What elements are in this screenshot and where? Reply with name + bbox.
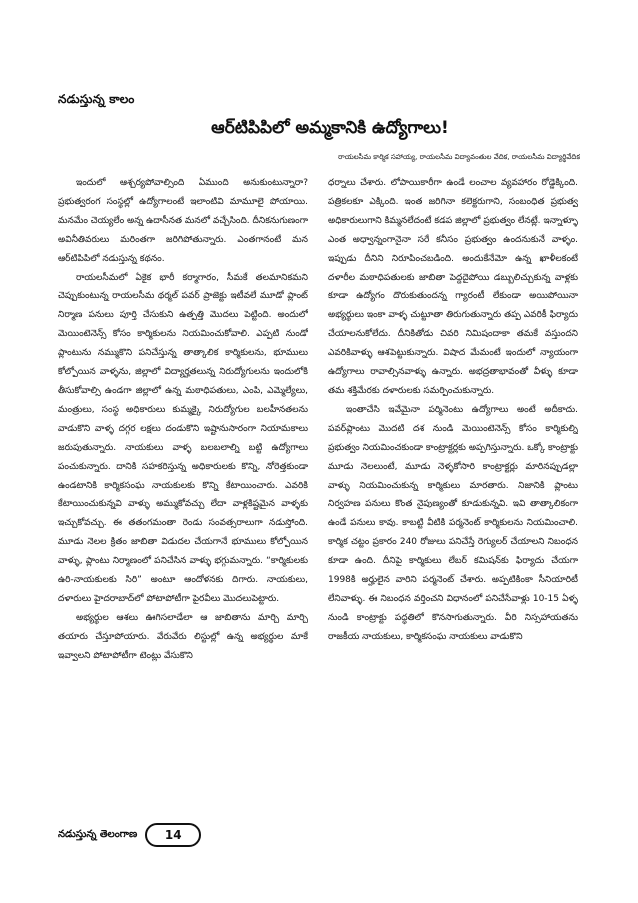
paragraph: ధర్నాలు చేశారు. లోపాయికారీగా ఉండే లంచాల వ్యవహారం రోడ్డెక్కింది. పత్రికలకూ ఎక్కింది. ఇంత జరిగినా కలెక్టరుగాని, సంబంధిత ప్రభుత్వ అధికారులుగాని కిమ్మనలేదంటే కడప జిల్లాలో ప్రభుత్వం లేనట్లే. ఇన్నాళ్ళూ ఎంత అధ్వాన్నంగానైనా సరే కనీసం ప్రభుత్వం ఉందనుకునే వాళ్ళం. ఇప్పుడు దీనిని నిరూపించబడింది. అందుకేనేమో ఉన్న ఖాళీలకంటే దళారీల మఠాధిపతులకు జాబితా పెద్దదైపోయి డబ్బులిచ్చుకున్న వాళ్లకు కూడా ఉద్యోగం దొరుకుతుందన్న గ్యారంటీ లేకుండా అయిపోయినా అభ్యర్థులు ఇంకా వాళ్ళ చుట్టూతా తిరుగుతున్నారు తప్ప ఎవరికీ ఫిర్యాదు చేయాలనుకోలేదు. దీనికితోడు చివరి నిమిషందాకా తమకే వస్తుందని ఎవరికివాళ్ళు ఆశపెట్టుకున్నారు. విషాద మేమంటే ఇందులో న్యాయంగా ఉద్యోగాలు రావాల్సినవాళ్ళు ఉన్నారు. అభద్రతాభావంతో వీళ్ళు కూడా తమ శక్తిమేరకు దళారులకు సమర్పించుకున్నారు. xyxy=(328,178,578,396)
article-byline: రాయలసీమ కార్మిక సహాయ్య, రాయలసీమ విద్యావంతుల వేదిక, రాయలసీమ విద్యార్థివేదిక xyxy=(338,153,580,161)
paragraph: ఇందులో ఆశ్చర్యపోవాల్సింది ఏముంది అనుకుంటున్నారా? ప్రభుత్వరంగ సంస్థల్లో ఉద్యోగాలంటే ఇలాంటివి మామూలై పోయాయి. మనమేం చెయ్యలేం అన్న ఉదాసీనత మనలో వచ్చేసింది. దీనికనుగుణంగా అవినీతివరులు మరింతగా జరిగిపోతున్నారు. ఎంతగానంటే మన ఆర్‌టిపిపిలో నడుస్తున్న కథనం. xyxy=(58,178,308,264)
page-number: 14 xyxy=(145,823,201,847)
section-label: నడుస్తున్న కాలం xyxy=(58,92,135,106)
article-title: ఆర్‌టిపిపిలో అమ్మకానికి ఉద్యోగాలు! xyxy=(211,118,449,138)
paragraph: రాయలసీమలో ఏకైక భారీ కర్మాగారం, సీమకే తలమానికమని చెప్పుకుంటున్న రాయలసీమ థర్మల్ పవర్ ప్రాజెక్టు ఇటీవలే మూడో ప్లాంట్ నిర్మాణ పనులు పూర్తి చేసుకుని ఉత్పత్తి మొదలు పెట్టింది. అందులో మెయింటెనెన్స్ కోసం కార్మికులను నియమించుకోవాలి. ఎప్పటి నుండో ప్లాంటును నమ్ముకొని పనిచేస్తున్న తాత్కాలిక కార్మికులను, భూములు కోల్పోయిన వాళ్ళను, జిల్లాలో విద్యార్హతలున్న నిరుద్యోగులను ఇందులోకి తీసుకోవాల్సి ఉండగా జిల్లాలో ఉన్న మఠాధిపతులు, ఎంపి, ఎమ్మెల్యేలు, మంత్రులు, సంస్థ అధికారులు కుమ్మక్కై నిరుద్యోగుల బలహీనతలను వాడుకొని వాళ్ళ దగ్గర లక్షలు దండుకొని ఇష్టానుసారంగా నియామకాలు జరుపుతున్నారు. నాయకులు వాళ్ళ బలబలాల్ని బట్టి ఉద్యోగాలు పంచుకున్నారు. దానికి సహకరిస్తున్న అధికారులకు కొన్ని, నోరెత్తకుండా ఉండటానికి కార్మికసంఘ నాయకులకు కొన్ని కేటాయించారు. ఎవరికి కేటాయించుకున్నవి వాళ్ళు అమ్ముకోవచ్చు లేదా వాళ్లకిష్టమైన వాళ్ళకు ఇచ్చుకోవచ్చు. ఈ తతంగమంతా రెండు సంవత్సరాలుగా నడుస్తోంది. మూడు నెలల క్రితం జాబితా విడుదల చేయగానే భూములు కోల్పోయిన వాళ్ళు, ప్లాంటు నిర్మాణంలో పనిచేసిన వాళ్ళు భగ్గుమన్నారు. “కార్మికులకు ఉరి-నాయకులకు సిరి” అంటూ ఆందోళనకు దిగారు. నాయకులు, దళారులు హైదరాబాద్‌లో పోటాపోటీగా పైరవీలు మొదలుపెట్టారు. xyxy=(58,272,308,604)
right-column xyxy=(328,174,578,844)
left-column xyxy=(58,174,308,844)
paragraph: ఇంతాచేసి ఇవేమైనా పర్మినెంటు ఉద్యోగాలు అంటే అదీకాదు. పవర్‌ప్లాంటు మొదటి దశ నుండి మెయింటెనెన్స్ కోసం కార్మికుల్ని ప్రభుత్వం నియమించకుండా కాంట్రాక్టర్లకు అప్పగిస్తున్నారు. ఒక్కో కాంట్రాక్టు మూడు నెలలుంటే, మూడు నెళ్ళకోసారి కాంట్రాక్టర్లు మారినప్పుడల్లా వాళ్ళు నియమించుకున్న కార్మికులు మారతారు. నిజానికి ప్లాంటు నిర్వహణ పనులు కొంత నైపుణ్యంతో కూడుకున్నవి. ఇవి తాత్కాలికంగా ఉండే పనులు కావు. కాబట్టి వీటికి పర్మనెంట్ కార్మికులను నియమించాలి. కార్మిక చట్టం ప్రకారం 240 రోజులు పనిచేస్తే రెగ్యులర్ చేయాలని నిబంధన కూడా ఉంది. దీనిపై కార్మికులు లేబర్ కమిషన్‌కు ఫిర్యాదు చేయగా 1998కి అర్హులైన వారిని పర్మనెంట్ చేశారు. అప్పటికింకా సీనియారిటీ లేనివాళ్ళు. ఈ నిబంధన వర్తించని విధానంలో పనిచేసేవాళ్లు 10-15 ఏళ్ళ నుండి కాంట్రాక్టు పద్ధతిలో కొనసాగుతున్నారు. వీరి నిస్సహాయతను రాజకీయ నాయకులు, కార్మికసంఘ నాయకులు వాడుకొని xyxy=(328,404,578,642)
magazine-name: నడుస్తున్న తెలంగాణ xyxy=(58,829,138,840)
paragraph: అభ్యర్థుల ఆశలు ఊగిసలాడేలా ఆ జాబితాను మార్చి మార్చి తయారు చేస్తూపోయారు. వేరువేరు లిస్టుల్లో ఉన్న అభ్యర్థుల మాకే ఇవ్వాలని పోటాపోటీగా టెంట్లు వేసుకొని xyxy=(58,612,308,661)
page-footer xyxy=(58,823,201,847)
